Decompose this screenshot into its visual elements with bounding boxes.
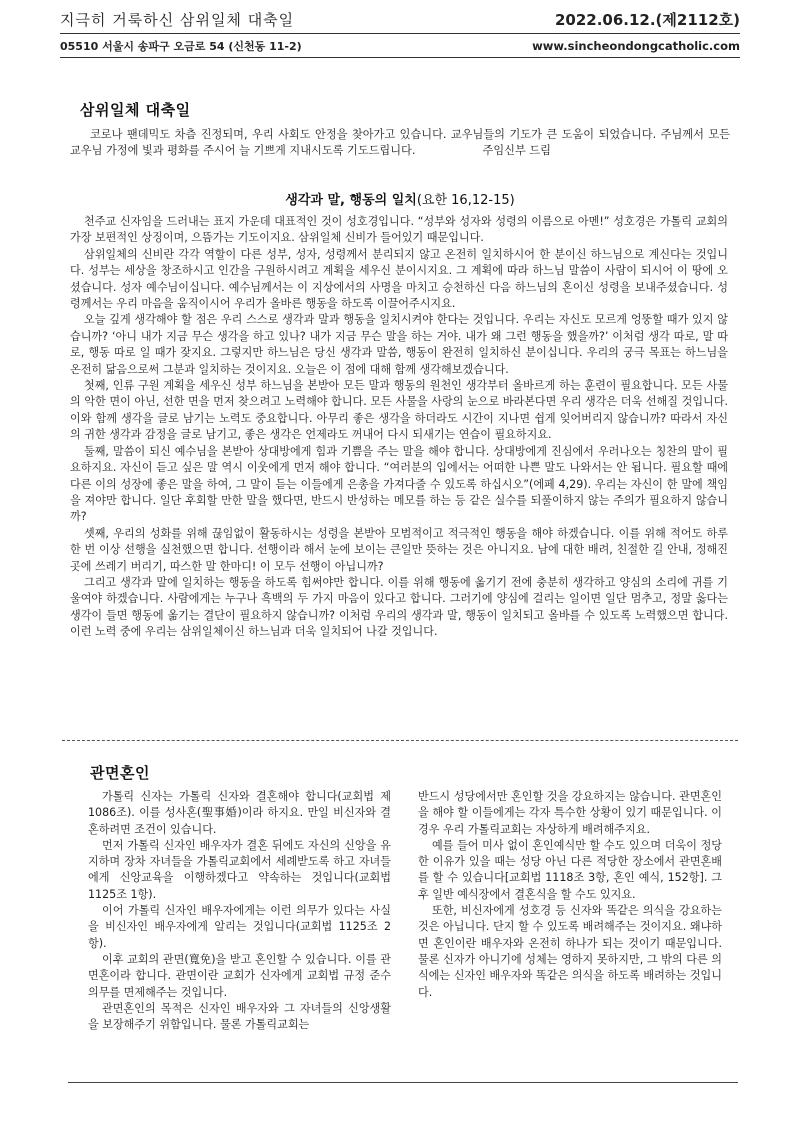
homily-scripture-reference: (요한 16,12-15): [416, 193, 515, 208]
parish-address: 05510 서울시 송파구 오금로 54 (신천동 11-2): [60, 40, 302, 53]
issue-date: 2022.06.12.(제2112호): [554, 11, 740, 29]
article-paragraph: 예를 들어 미사 없이 혼인예식만 할 수도 있으며 더욱이 정당한 이유가 있을 때는 성당 아닌 다른 적당한 장소에서 관면혼배를 할 수 있습니다[교회법 1118조 3항, 혼인 예식, 152항]. 그 후 일반 예식장에서 결혼식을 할 수도 있지요.: [418, 838, 722, 901]
footer-rule: [68, 1082, 738, 1083]
article-paragraph: 관면혼인의 목적은 신자인 배우자와 그 자녀들의 신앙생활을 보장해주기 위함입니다. 물론 가톨릭교회는: [88, 1001, 391, 1032]
article-paragraph: 가톨릭 신자는 가톨릭 신자와 결혼해야 합니다(교회법 제1086조). 이를 성사혼(聖事婚)이라 하지요. 만일 비신자와 결혼하려면 조건이 있습니다.: [88, 790, 391, 836]
homily-paragraph: 첫째, 인류 구원 계획을 세우신 성부 하느님을 본받아 모든 말과 행동의 원천인 생각부터 올바르게 하는 훈련이 필요합니다. 모든 사물의 악한 면이 아닌, 선한 면을 먼저 찾으려고 노력해야 합니다. 모든 사물을 사랑의 눈으로 바라본다면 우리 생각은 더욱 선해질 것입니다. 이와 함께 생각을 글로 남기는 노력도 중요합니다. 아무리 좋은 생각을 하더라도 시간이 지나면 쉽게 잊어버리지 않습니까? 따라서 자신의 귀한 생각과 감정을 글로 남기고, 좋은 생각은 언제라도 꺼내어 다시 되새기는 연습이 필요하지요.: [70, 379, 729, 442]
homily-paragraph: 그리고 생각과 말에 일치하는 행동을 하도록 힘써야만 합니다. 이를 위해 행동에 옮기기 전에 충분히 생각하고 양심의 소리에 귀를 기울여야 하겠습니다. 사람에게는 누구나 흑백의 두 가지 마음이 있다고 합니다. 그러기에 양심에 걸리는 일이면 일단 멈추고, 정말 옳다는 생각이 들면 행동에 옮기는 결단이 필요하지 않습니까? 이처럼 우리의 생각과 말, 행동이 일치되고 올바를 수 있도록 노력했으면 합니다. 이런 노력 중에 우리는 삼위일체이신 하느님과 더욱 일치되어 나갈 것입니다.: [70, 575, 728, 639]
article-column-right: [418, 789, 722, 1001]
address-bar: [60, 36, 740, 56]
article-paragraph: 이후 교회의 관면(寬免)을 받고 혼인할 수 있습니다. 이를 관면혼이라 합니다. 관면이란 교회가 신자에게 교회법 규정 준수 의무를 면제해주는 것입니다.: [88, 952, 391, 999]
article-paragraph: 이어 가톨릭 신자인 배우자에게는 이런 의무가 있다는 사실을 비신자인 배우자에게 알리는 것입니다(교회법 1125조 2항).: [88, 904, 391, 950]
masthead: [60, 8, 740, 30]
article-paragraph: 먼저 가톨릭 신자인 배우자가 결혼 뒤에도 자신의 신앙을 유지하며 장차 자녀들을 가톨릭교회에서 세례받도록 하고 자녀들에게 신앙교육을 이행하겠다고 약속하는 것입니다(교회법 1125조 1항).: [88, 838, 391, 901]
homily-paragraph: 둘째, 말씀이 되신 예수님을 본받아 상대방에게 힘과 기쁨을 주는 말을 해야 합니다. 상대방에게 진심에서 우러나오는 칭찬의 말이 필요하지요. 자신이 듣고 싶은 말 역시 이웃에게 먼저 해야 합니다. “여러분의 입에서는 어떠한 나쁜 말도 나와서는 안 됩니다. 필요할 때에 다른 이의 성장에 좋은 말을 하여, 그 말이 듣는 이들에게 은총을 가져다줄 수 있도록 하십시오”(에페 4,29). 우리는 자신이 한 말에 책임을 져야만 합니다. 일단 후회할 만한 말을 했다면, 반드시 반성하는 메모를 하는 등 같은 실수를 되풀이하지 않는 주의가 필요하지 않습니까?: [70, 444, 728, 524]
article-column-left: [88, 789, 391, 1033]
article-paragraph: 또한, 비신자에게 성호경 등 신자와 똑같은 의식을 강요하는 것은 아닙니다. 단지 할 수 있도록 배려해주는 것이지요. 왜냐하면 혼인이란 배우자와 온전히 하나가 되는 것이기 때문입니다. 물론 신자가 아니기에 성체는 영하지 못하지만, 그 밖의 다른 의식에는 신자인 배우자와 똑같은 의식을 하도록 배려하는 것입니다.: [418, 904, 722, 999]
section-divider: [62, 740, 738, 741]
section-title-trinity: 삼위일체 대축일: [80, 101, 191, 119]
homily-title: [0, 189, 800, 208]
homily-body: [70, 214, 728, 641]
header-rule: [60, 33, 740, 34]
parish-website-link[interactable]: www.sincheondongcatholic.com: [532, 39, 740, 53]
article-paragraph: 반드시 성당에서만 혼인할 것을 강요하지는 않습니다. 관면혼인을 해야 할 이들에게는 각자 특수한 상황이 있기 때문입니다. 이 경우 우리 가톨릭교회는 자상하게 배려해주지요.: [418, 790, 722, 836]
homily-paragraph: 오늘 깊게 생각해야 할 점은 우리 스스로 생각과 말과 행동을 일치시켜야 한다는 것입니다. 우리는 자신도 모르게 엉뚱할 때가 있지 않습니까? ‘아니 내가 지금 무슨 생각을 하고 있나? 내가 지금 무슨 말을 하는 거야. 내가 왜 그런 행동을 했을까?’ 이처럼 생각 따로, 말 따로, 행동 따로 일 때가 잦지요. 그렇지만 하느님은 당신 생각과 말씀, 행동이 완전히 일치하신 분이십니다. 우리의 궁극 목표는 하느님을 온전히 닮음으로써 그분과 일치하는 것이지요. 오늘은 이 점에 대해 함께 생각해보겠습니다.: [70, 313, 728, 376]
homily-title-text: 생각과 말, 행동의 일치: [285, 193, 417, 208]
subheader-rule: [60, 57, 740, 58]
pastor-greeting: 코로나 팬데믹도 차츰 진정되며, 우리 사회도 안정을 찾아가고 있습니다. 교우님들의 기도가 큰 도움이 되었습니다. 주님께서 모든 교우님 가정에 빛과 평화를 주시어 늘 기쁘게 지내시도록 기도드립니다. 주임신부 드림: [70, 128, 730, 158]
section-title-dispensation-marriage: 관면혼인: [90, 764, 150, 782]
homily-paragraph: 천주교 신자임을 드러내는 표지 가운데 대표적인 것이 성호경입니다. “성부와 성자와 성령의 이름으로 아멘!” 성호경은 가톨릭 교회의 가장 보편적인 상징이며, 으뜸가는 기도이지요. 삼위일체 신비가 들어있기 때문입니다.: [70, 215, 728, 245]
bulletin-name: 지극히 거룩하신 삼위일체 대축일: [60, 11, 295, 29]
homily-paragraph: 삼위일체의 신비란 각각 역할이 다른 성부, 성자, 성령께서 분리되지 않고 온전히 일치하시어 한 분이신 하느님으로 계신다는 것입니다. 성부는 세상을 창조하시고 인간을 구원하시려고 계획을 세우신 분이시지요. 그 계획에 따라 하느님 말씀이 사람이 되시어 이 땅에 오셨습니다. 성자 예수님이십니다. 예수님께서는 이 지상에서의 사명을 마치고 승천하신 다음 하느님의 혼이신 성령을 보내주셨습니다. 성령께서는 우리 마음을 움직이시어 우리가 올바른 행동을 하도록 이끌어주시지요.: [70, 247, 728, 311]
homily-paragraph: 셋째, 우리의 성화를 위해 끊임없이 활동하시는 성령을 본받아 모범적이고 적극적인 행동을 해야 하겠습니다. 이를 위해 적어도 하루 한 번 이상 선행을 실천했으면 합니다. 선행이라 해서 눈에 보이는 큰일만 뜻하는 것은 아니지요. 남에 대한 배려, 친절한 길 안내, 정해진 곳에 쓰레기 버리기, 따스한 말 한마디! 이 모두 선행이 아닙니까?: [70, 526, 728, 573]
